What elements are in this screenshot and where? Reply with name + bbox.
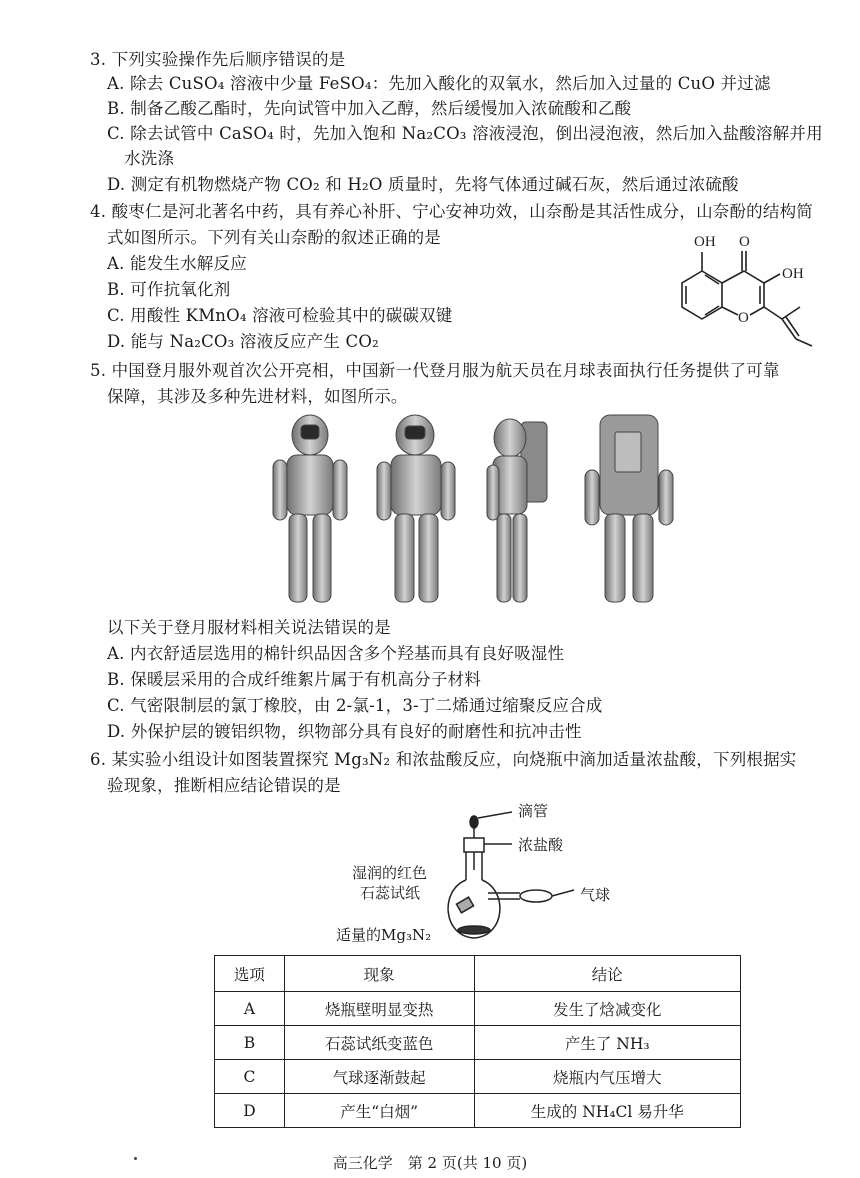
balloon-label: 气球	[580, 886, 611, 904]
q5-prompt: 以下关于登月服材料相关说法错误的是	[107, 618, 391, 637]
spacesuit-angled-view	[377, 415, 455, 602]
table-cell: B	[215, 1026, 285, 1060]
q4-option-d: D. 能与 Na₂CO₃ 溶液反应产生 CO₂	[107, 332, 379, 351]
table-row	[215, 1060, 741, 1094]
q5-option-a: A. 内衣舒适层选用的棉针织品因含多个羟基而具有良好吸湿性	[107, 644, 565, 663]
table-cell: A	[215, 992, 285, 1026]
q5-stem-continued: 保障，其涉及多种先进材料，如图所示。	[107, 387, 408, 406]
dropper-label: 滴管	[518, 802, 549, 820]
carbonyl-oxygen-label: O	[739, 234, 750, 250]
q5-option-c: C. 气密限制层的氯丁橡胶，由 2-氯-1，3-丁二烯通过缩聚反应合成	[107, 696, 603, 715]
table-cell: 生成的 NH₄Cl 易升华	[474, 1094, 741, 1128]
q3-option-b: B. 制备乙酸乙酯时，先向试管中加入乙醇，然后缓慢加入浓硫酸和乙酸	[107, 99, 632, 118]
q6-stem: 6. 某实验小组设计如图装置探究 Mg₃N₂ 和浓盐酸反应，向烧瓶中滴加适量浓盐酸，下列根据实	[90, 750, 797, 769]
q4-option-b: B. 可作抗氧化剂	[107, 280, 231, 299]
table-cell: C	[215, 1060, 285, 1094]
q3-option-c-continued: 水洗涤	[124, 149, 175, 168]
mg3n2-label: 适量的Mg₃N₂	[336, 926, 432, 944]
q3-option-a: A. 除去 CuSO₄ 溶液中少量 FeSO₄：先加入酸化的双氧水，然后加入过量的 CuO 并过滤	[107, 74, 771, 93]
q5-option-b: B. 保暖层采用的合成纤维絮片属于有机高分子材料	[107, 670, 481, 689]
table-cell: 产生了 NH₃	[474, 1026, 741, 1060]
spacesuit-images	[265, 410, 685, 610]
table-cell: D	[215, 1094, 285, 1128]
q4-option-c: C. 用酸性 KMnO₄ 溶液可检验其中的碳碳双键	[107, 306, 453, 325]
q5-stem: 5. 中国登月服外观首次公开亮相，中国新一代登月服为航天员在月球表面执行任务提供了可靠	[90, 361, 780, 380]
table-row	[215, 1026, 741, 1060]
q5-option-d: D. 外保护层的镀铝织物，织物部分具有良好的耐磨性和抗冲击性	[107, 722, 582, 741]
spacesuit-front-view	[273, 415, 347, 602]
q4-stem-continued: 式如图所示。下列有关山奈酚的叙述正确的是	[107, 228, 441, 247]
apparatus-diagram	[440, 808, 620, 948]
q3-stem: 3. 下列实验操作先后顺序错误的是	[90, 50, 346, 69]
table-cell: 发生了焓减变化	[474, 992, 741, 1026]
litmus-paper-label-line2: 石蕊试纸	[360, 884, 421, 902]
q4-option-a: A. 能发生水解反应	[107, 254, 247, 273]
table-header-row	[215, 956, 741, 992]
table-row	[215, 1094, 741, 1128]
oh-label-right: OH	[782, 266, 804, 282]
table-cell: 烧瓶内气压增大	[474, 1060, 741, 1094]
q6-options-table	[214, 955, 741, 1128]
q4-stem: 4. 酸枣仁是河北著名中药，具有养心补肝、宁心安神功效，山奈酚是其活性成分，山奈酚的结构简	[90, 202, 813, 221]
spacesuit-side-view	[487, 419, 547, 602]
kaempferol-structure-diagram	[672, 226, 832, 356]
acid-label: 浓盐酸	[518, 836, 564, 854]
q3-option-d: D. 测定有机物燃烧产物 CO₂ 和 H₂O 质量时，先将气体通过碱石灰，然后通过浓硫酸	[107, 175, 739, 194]
table-cell: 烧瓶壁明显变热	[284, 992, 474, 1026]
header-conclusion: 结论	[474, 956, 741, 992]
table-row	[215, 992, 741, 1026]
table-cell: 气球逐渐鼓起	[284, 1060, 474, 1094]
header-option: 选项	[215, 956, 285, 992]
ring-oxygen-label: O	[738, 310, 749, 326]
q3-option-c: C. 除去试管中 CaSO₄ 时，先加入饱和 Na₂CO₃ 溶液浸泡，倒出浸泡液，然后加入盐酸溶解并用	[107, 124, 823, 143]
page-footer: 高三化学 第 2 页(共 10 页)	[332, 1154, 528, 1172]
table-cell: 石蕊试纸变蓝色	[284, 1026, 474, 1060]
q6-stem-continued: 验现象，推断相应结论错误的是	[107, 776, 341, 795]
litmus-paper-label-line1: 湿润的红色	[352, 864, 428, 882]
oh-label-left: OH	[694, 234, 716, 250]
header-phenomenon: 现象	[284, 956, 474, 992]
table-cell: 产生“白烟”	[284, 1094, 474, 1128]
spacesuit-back-view	[585, 415, 673, 602]
